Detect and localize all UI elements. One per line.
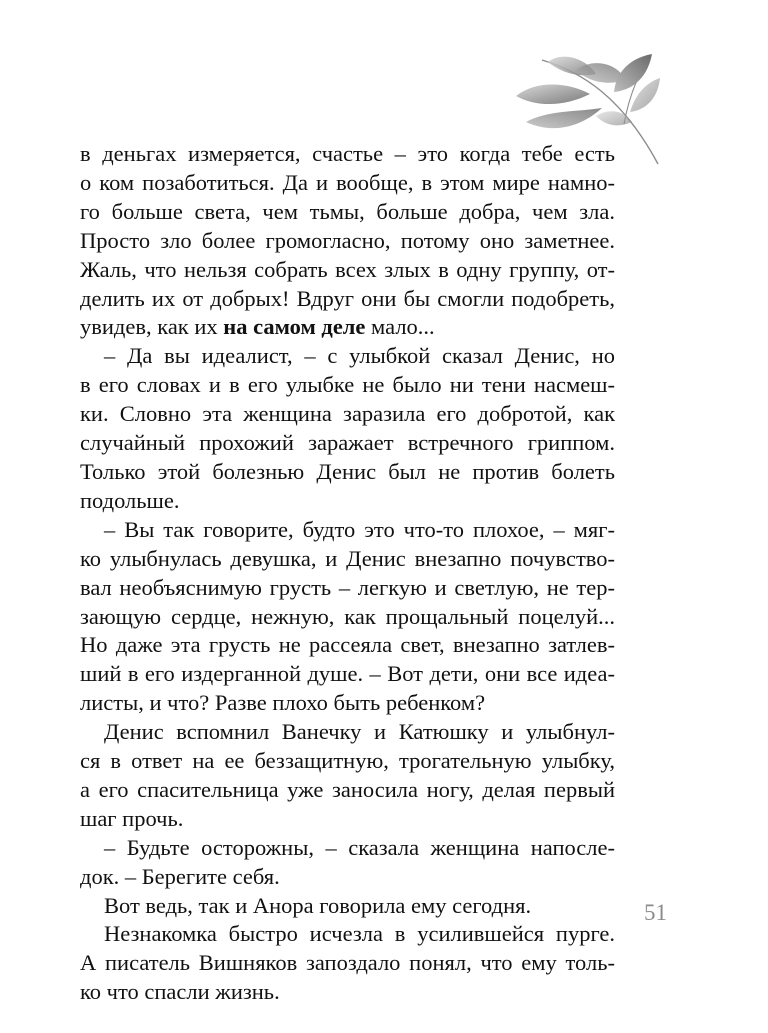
text-line: док. – Берегите себя. (80, 863, 280, 889)
text-line: о ком позаботиться. Да и вообще, в этом мире намно- (80, 169, 615, 195)
text-line: А писатель Вишняков запоздало понял, что ему толь- (80, 950, 615, 976)
text-line: листы, и что? Разве плохо быть ребенком? (80, 690, 486, 716)
text-line: в деньгах измеряется, счастье – это когда тебе есть (80, 141, 615, 166)
text-line: зающую сердце, нежную, как прощальный поцелуй... (80, 603, 615, 629)
text-line: шаг прочь. (80, 805, 184, 831)
text-line: ший в его издерганной душе. – Вот дети, они все идеа- (80, 661, 615, 687)
text-line: подольше. (80, 487, 180, 513)
text-run: увидев, как их (80, 314, 224, 340)
text-line: – Будьте осторожны, – сказала женщина напосле- (104, 834, 615, 860)
text-line: Только этой болезнью Денис был не против болеть (80, 458, 615, 484)
text-line: случайный прохожий заражает встречного гриппом. (80, 430, 615, 456)
text-run: мало... (365, 314, 435, 340)
text-line: ки. Словно эта женщина заразила его добротой, как (80, 401, 615, 427)
text-line: Денис вспомнил Ванечку и Катюшку и улыбнул- (104, 719, 615, 745)
text-line: вал необъяснимую грусть – легкую и светлую, не тер- (80, 574, 615, 600)
text-line: а его спасительница уже заносила ногу, делая первый (80, 776, 615, 802)
text-line: Незнакомка быстро исчезла в усилившейся пурге. (104, 921, 615, 947)
page-number: 51 (644, 900, 667, 925)
body-text (80, 140, 615, 1007)
text-line (80, 313, 615, 342)
text-line: Просто зло более громогласно, потому оно заметнее. (80, 227, 615, 253)
text-line: ко что спасли жизнь. (80, 979, 280, 1005)
text-line: в его словах и в его улыбке не было ни тени насмеш- (80, 372, 615, 398)
text-line: го больше света, чем тьмы, больше добра, чем зла. (80, 198, 615, 224)
text-line: Жаль, что нельзя собрать всех злых в одну группу, от- (80, 256, 615, 282)
text-line: ся в ответ на ее беззащитную, трогательную улыбку, (80, 748, 615, 774)
text-line: – Вы так говорите, будто это что-то плохое, – мяг- (104, 516, 615, 542)
emphasis-text: на самом деле (223, 314, 366, 340)
text-line: Вот ведь, так и Анора говорила ему сегодня. (104, 892, 532, 918)
text-line: Но даже эта грусть не рассеяла свет, внезапно затлев- (80, 632, 615, 658)
text-line: делить их от добрых! Вдруг они бы смогли подобреть, (80, 285, 615, 311)
text-line: – Да вы идеалист, – с улыбкой сказал Денис, но (104, 343, 615, 369)
text-line: ко улыбнулась девушка, и Денис внезапно почувство- (80, 545, 615, 571)
